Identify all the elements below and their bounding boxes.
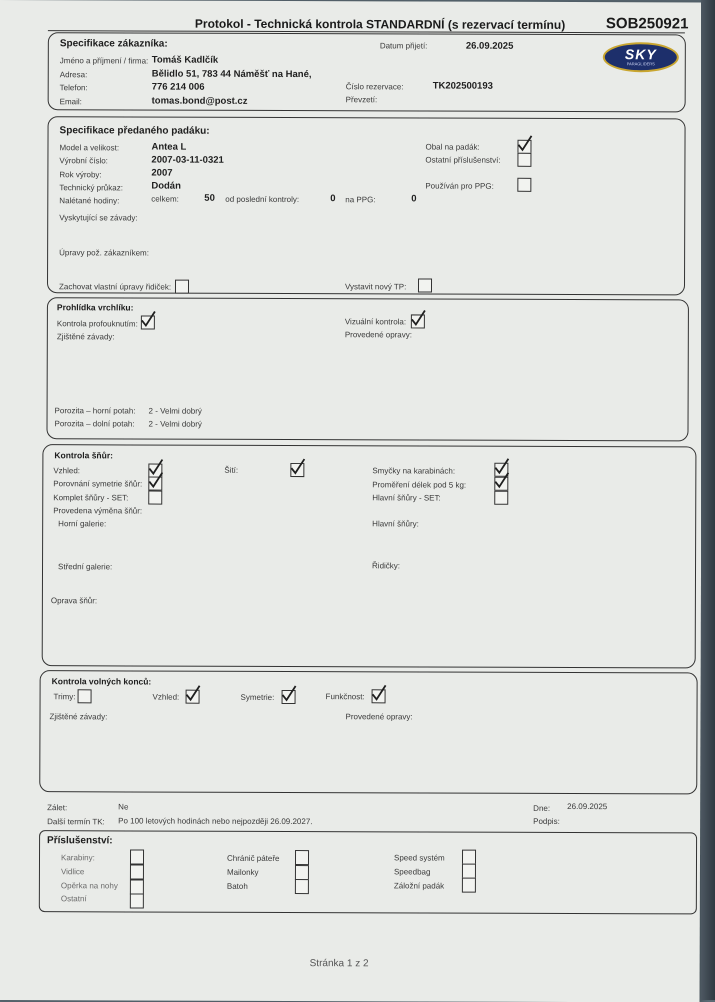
upper-gallery-label: Horní galerie: bbox=[58, 519, 107, 529]
defects-label: Vyskytující se závady: bbox=[59, 213, 138, 223]
sewing-label: Šití: bbox=[224, 465, 239, 475]
date-label: Datum přijetí: bbox=[379, 41, 428, 51]
glider-model: Antea L bbox=[151, 141, 187, 153]
ends-symmetry-label: Symetrie: bbox=[240, 692, 275, 702]
porosity-check-checkbox[interactable] bbox=[141, 315, 155, 329]
mailons-checkbox[interactable] bbox=[295, 865, 309, 880]
line-repair-label: Oprava šňůr: bbox=[50, 596, 98, 606]
accessories-label: Ostatní příslušenství: bbox=[425, 155, 501, 165]
production-year: 2007 bbox=[151, 167, 173, 179]
name-label: Jméno a příjmení / firma: bbox=[59, 56, 149, 66]
bag-label: Obal na padák: bbox=[425, 142, 480, 152]
fork-checkbox[interactable] bbox=[130, 864, 144, 879]
total-label: celkem: bbox=[151, 194, 179, 204]
customer-heading: Specifikace zákazníka: bbox=[59, 38, 168, 50]
trims-checkbox[interactable] bbox=[78, 689, 92, 703]
complete-set-label: Komplet šňůry - SET: bbox=[53, 493, 129, 503]
porosity-check-label: Kontrola profouknutím: bbox=[56, 319, 138, 329]
next-check-label: Další termín TK: bbox=[47, 817, 105, 827]
ppg-use-label: Používán pro PPG: bbox=[425, 181, 494, 191]
carabiners-checkbox[interactable] bbox=[130, 849, 144, 864]
foot-rest-label: Opěrka na nohy bbox=[60, 881, 118, 891]
check-mark-icon bbox=[410, 309, 427, 327]
main-set-label: Hlavní šňůry - SET: bbox=[372, 493, 441, 503]
day-label: Dne: bbox=[533, 803, 551, 813]
sewing-checkbox[interactable] bbox=[290, 463, 304, 477]
flight-label: Zálet: bbox=[47, 803, 68, 813]
ends-repairs-label: Provedené opravy: bbox=[345, 712, 413, 722]
background-edge bbox=[701, 0, 715, 1000]
new-tp-label: Vystavit nový TP: bbox=[344, 282, 407, 292]
look-label: Vzhled: bbox=[53, 466, 81, 476]
carabiners-label: Karabiny: bbox=[60, 853, 95, 863]
replaced-label: Provedena výměna šňůr: bbox=[53, 506, 143, 516]
check-mark-icon bbox=[493, 472, 510, 490]
ppg-hours: 0 bbox=[411, 193, 417, 205]
trims-label: Trimy: bbox=[53, 692, 76, 702]
ends-symmetry-checkbox[interactable] bbox=[282, 690, 296, 704]
loops-label: Smyčky na karabinách: bbox=[372, 466, 456, 476]
speed-system-label: Speed systém bbox=[393, 853, 445, 863]
customer-phone: 776 214 006 bbox=[151, 81, 205, 93]
main-set-checkbox[interactable] bbox=[494, 491, 508, 505]
canopy-defects-label: Zjištěné závady: bbox=[56, 332, 115, 342]
measure-label: Proměření délek pod 5 kg: bbox=[372, 480, 467, 490]
backpack-checkbox[interactable] bbox=[295, 879, 309, 894]
protocol-code: SOB250921 bbox=[605, 15, 689, 33]
serial-label: Výrobní číslo: bbox=[59, 156, 108, 166]
total-hours: 50 bbox=[204, 192, 215, 204]
check-mark-icon bbox=[371, 684, 388, 702]
lower-porosity-value: 2 - Velmi dobrý bbox=[148, 419, 202, 429]
check-mark-icon bbox=[281, 685, 298, 703]
reservation-number: TK202500193 bbox=[432, 80, 493, 92]
mailons-label: Mailonky bbox=[226, 867, 259, 877]
lines-heading: Kontrola šňůr: bbox=[54, 450, 113, 461]
document-title: Protokol - Technická kontrola STANDARDNÍ (s rezervací termínu) bbox=[194, 16, 566, 32]
customer-address: Bělidlo 51, 783 44 Náměšť na Hané, bbox=[151, 68, 312, 81]
model-label: Model a velikost: bbox=[59, 143, 120, 153]
page-number: Stránka 1 z 2 bbox=[309, 958, 369, 970]
symmetry-label: Porovnání symetrie šňůr: bbox=[53, 479, 143, 489]
flight-value: Ne bbox=[118, 802, 129, 812]
speed-system-checkbox[interactable] bbox=[462, 850, 476, 865]
backpack-label: Batoh bbox=[226, 881, 248, 891]
ends-function-checkbox[interactable] bbox=[372, 689, 386, 703]
since-hours: 0 bbox=[330, 193, 336, 205]
visual-label: Vizuální kontrola: bbox=[344, 317, 407, 327]
complete-set-checkbox[interactable] bbox=[148, 491, 162, 505]
keep-mods-label: Zachovat vlastní úpravy řidiček: bbox=[58, 282, 172, 292]
ppg-use-checkbox[interactable] bbox=[517, 178, 531, 192]
back-protector-checkbox[interactable] bbox=[295, 850, 309, 865]
year-label: Rok výroby: bbox=[59, 170, 102, 180]
ends-look-label: Vzhled: bbox=[152, 692, 180, 702]
lines-section bbox=[42, 444, 697, 668]
next-check-value: Po 100 letových hodinách nebo nejpozději 26.09.2027. bbox=[118, 816, 313, 827]
accessories-heading: Příslušenství: bbox=[47, 835, 113, 847]
since-label: od poslední kontroly: bbox=[225, 194, 300, 205]
ends-defects-label: Zjištěné závady: bbox=[49, 712, 108, 722]
ends-function-label: Funkčnost: bbox=[325, 692, 365, 702]
middle-gallery-label: Střední galerie: bbox=[58, 562, 113, 572]
upper-porosity-label: Porozita – horní potah: bbox=[54, 406, 136, 416]
lower-porosity-label: Porozita – dolní potah: bbox=[54, 419, 135, 429]
email-label: Email: bbox=[59, 97, 82, 107]
risers-heading: Kontrola volných konců: bbox=[51, 676, 152, 687]
tp-label: Technický průkaz: bbox=[59, 183, 123, 193]
speedbag-label: Speedbag bbox=[393, 867, 431, 877]
main-lines-label: Hlavní šňůry: bbox=[372, 519, 419, 529]
canopy-heading: Prohlídka vrchlíku: bbox=[56, 302, 134, 313]
hours-label: Nalétané hodiny: bbox=[59, 196, 120, 206]
reservation-label: Číslo rezervace: bbox=[345, 82, 404, 92]
new-tp-checkbox[interactable] bbox=[418, 278, 432, 292]
back-protector-label: Chránič páteře bbox=[226, 853, 280, 863]
signature-label: Podpis: bbox=[533, 816, 560, 826]
handover-label: Převzetí: bbox=[345, 95, 378, 105]
check-mark-icon bbox=[516, 135, 533, 153]
measure-checkbox[interactable] bbox=[494, 477, 508, 491]
symmetry-checkbox[interactable] bbox=[148, 477, 162, 491]
check-mark-icon bbox=[185, 685, 202, 703]
receipt-date: 26.09.2025 bbox=[465, 40, 514, 52]
phone-label: Telefon: bbox=[59, 83, 88, 93]
brakes-label: Řidičky: bbox=[372, 561, 401, 571]
sky-logo: SKY PARAGLIDERS bbox=[603, 42, 679, 72]
fork-label: Vidlice bbox=[60, 867, 85, 877]
serial-number: 2007-03-11-0321 bbox=[151, 154, 224, 166]
customer-email: tomas.bond@post.cz bbox=[151, 95, 248, 107]
bag-checkbox[interactable] bbox=[517, 140, 531, 154]
upper-porosity-value: 2 - Velmi dobrý bbox=[148, 406, 202, 416]
address-label: Adresa: bbox=[59, 70, 88, 80]
check-mark-icon bbox=[140, 310, 157, 328]
customer-name: Tomáš Kadlčík bbox=[151, 54, 219, 66]
day-value: 26.09.2025 bbox=[567, 801, 608, 812]
check-mark-icon bbox=[147, 472, 164, 490]
ppg-label: na PPG: bbox=[345, 195, 376, 205]
tp-value: Dodán bbox=[151, 180, 181, 192]
other-checkbox[interactable] bbox=[130, 893, 144, 908]
accessories-checkbox[interactable] bbox=[517, 153, 531, 167]
speedbag-checkbox[interactable] bbox=[462, 864, 476, 879]
check-mark-icon bbox=[289, 458, 306, 476]
mods-label: Úpravy pož. zákazníkem: bbox=[59, 248, 149, 258]
glider-heading: Specifikace předaného padáku: bbox=[59, 125, 210, 137]
foot-rest-checkbox[interactable] bbox=[130, 879, 144, 894]
glider-section bbox=[47, 116, 686, 295]
reserve-checkbox[interactable] bbox=[462, 878, 476, 893]
keep-mods-checkbox[interactable] bbox=[175, 280, 189, 294]
visual-checkbox[interactable] bbox=[411, 314, 425, 328]
other-label: Ostatní bbox=[60, 894, 87, 904]
risers-section bbox=[39, 670, 697, 794]
ends-look-checkbox[interactable] bbox=[186, 690, 200, 704]
reserve-label: Záložní padák bbox=[393, 881, 445, 891]
canopy-repairs-label: Provedené opravy: bbox=[344, 330, 413, 340]
